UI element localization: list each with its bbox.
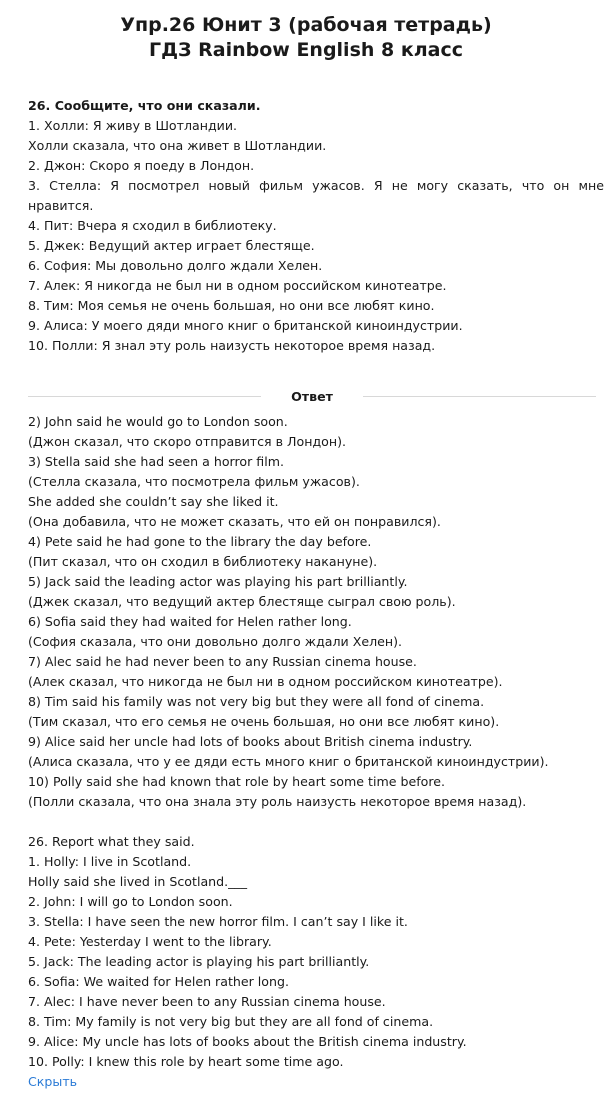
task-line: 2. Джон: Скоро я поеду в Лондон. (28, 158, 255, 173)
answer-line: 2) John said he would go to London soon. (28, 414, 288, 429)
answer-line: (Джек сказал, что ведущий актер блестяще сыграл свою роль). (28, 594, 456, 609)
english-line: 7. Alec: I have never been to any Russian cinema house. (28, 994, 386, 1009)
divider-rule-right (363, 396, 596, 397)
answer-line: 8) Tim said his family was not very big but they were all fond of cinema. (28, 694, 485, 709)
task-line: 7. Алек: Я никогда не был ни в одном российском кинотеатре. (28, 278, 447, 293)
answer-line: She added she couldn’t say she liked it. (28, 494, 279, 509)
answer-divider (28, 386, 596, 406)
task-line: 1. Холли: Я живу в Шотландии. (28, 118, 238, 133)
english-line: 4. Pete: Yesterday I went to the library. (28, 934, 272, 949)
answer-line: 9) Alice said her uncle had lots of books about British cinema industry. (28, 734, 473, 749)
hide-link[interactable]: Скрыть (28, 1074, 78, 1089)
task-section (28, 96, 604, 356)
answer-line: (Тим сказал, что его семья не очень большая, но они все любят кино). (28, 714, 500, 729)
english-line: 10. Polly: I knew this role by heart some time ago. (28, 1054, 344, 1069)
answer-line: 6) Sofia said they had waited for Helen rather long. (28, 614, 352, 629)
answer-line: (Полли сказала, что она знала эту роль наизусть некоторое время назад). (28, 794, 527, 809)
task-line: 4. Пит: Вчера я сходил в библиотеку. (28, 218, 277, 233)
english-line: 9. Alice: My uncle has lots of books about the British cinema industry. (28, 1034, 467, 1049)
answer-section (28, 412, 604, 812)
title-line-2: ГДЗ Rainbow English 8 класс (148, 39, 464, 61)
answer-line: 7) Alec said he had never been to any Russian cinema house. (28, 654, 417, 669)
task-line: 9. Алиса: У моего дяди много книг о британской киноиндустрии. (28, 318, 463, 333)
answer-line: (Стелла сказала, что посмотрела фильм ужасов). (28, 474, 360, 489)
answer-line: 4) Pete said he had gone to the library the day before. (28, 534, 372, 549)
answer-line: (Пит сказал, что он сходил в библиотеку накануне). (28, 554, 378, 569)
answer-line: 5) Jack said the leading actor was playing his part brilliantly. (28, 574, 408, 589)
task-line: 10. Полли: Я знал эту роль наизусть некоторое время назад. (28, 338, 436, 353)
english-line: Holly said she lived in Scotland.___ (28, 874, 248, 889)
answer-line: 3) Stella said she had seen a horror film. (28, 454, 284, 469)
english-line: 1. Holly: I live in Scotland. (28, 854, 192, 869)
english-line: 2. John: I will go to London soon. (28, 894, 233, 909)
divider-rule-left (28, 396, 261, 397)
task-heading: 26. Сообщите, что они сказали. (28, 98, 261, 113)
english-line: 3. Stella: I have seen the new horror film. I can’t say I like it. (28, 914, 408, 929)
answer-line: (Она добавила, что не может сказать, что ей он понравился). (28, 514, 441, 529)
answer-line: (София сказала, что они довольно долго ждали Хелен). (28, 634, 403, 649)
english-line: 6. Sofia: We waited for Helen rather long. (28, 974, 289, 989)
title-line-1: Упр.26 Юнит 3 (рабочая тетрадь) (120, 14, 492, 36)
task-line: 8. Тим: Моя семья не очень большая, но они все любят кино. (28, 298, 435, 313)
answer-line: (Алек сказал, что никогда не был ни в одном российском кинотеатре). (28, 674, 503, 689)
page-title (0, 13, 612, 63)
english-line: 26. Report what they said. (28, 834, 195, 849)
task-line: 6. София: Мы довольно долго ждали Хелен. (28, 258, 323, 273)
english-line: 5. Jack: The leading actor is playing his part brilliantly. (28, 954, 370, 969)
answer-line: 10) Polly said she had known that role by heart some time before. (28, 774, 446, 789)
answer-label: Ответ (291, 388, 333, 404)
task-line: Холли сказала, что она живет в Шотландии. (28, 138, 327, 153)
english-section (28, 832, 604, 1092)
task-line: 5. Джек: Ведущий актер играет блестяще. (28, 238, 315, 253)
answer-line: (Джон сказал, что скоро отправится в Лондон). (28, 434, 347, 449)
english-line: 8. Tim: My family is not very big but they are all fond of cinema. (28, 1014, 434, 1029)
answer-line: (Алиса сказала, что у ее дяди есть много книг о британской киноиндустрии). (28, 754, 549, 769)
task-line: 3. Стелла: Я посмотрел новый фильм ужасов. Я не могу сказать, что он мне нравится. (28, 178, 604, 213)
